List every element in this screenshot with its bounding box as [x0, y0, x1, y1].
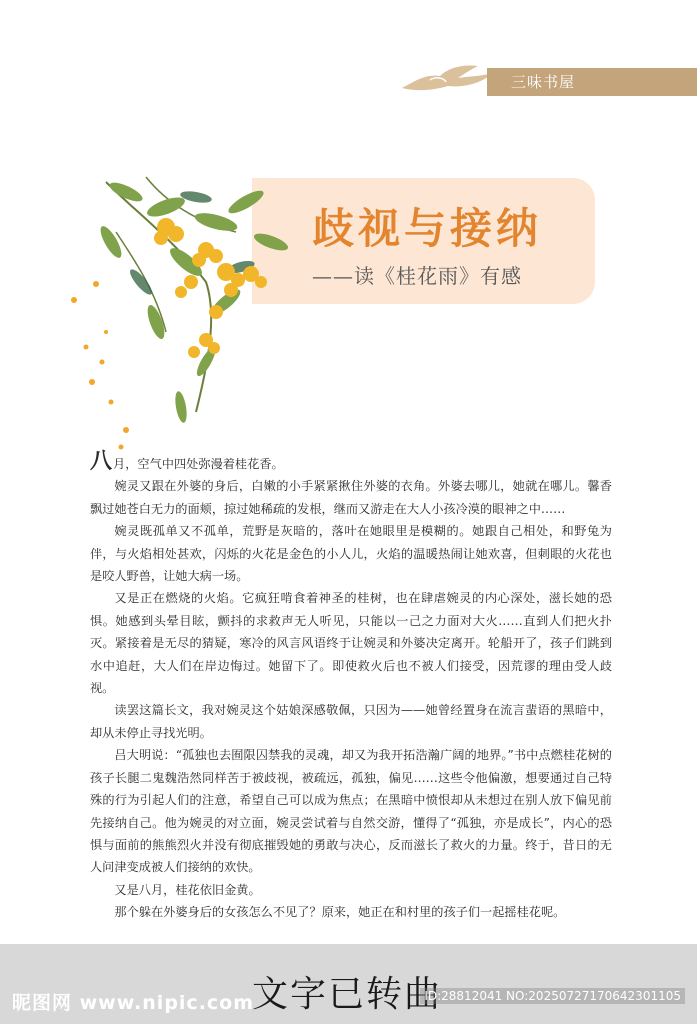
article-paragraph: 那个躲在外婆身后的女孩怎么不见了？原来，她正在和村里的孩子们一起摇桂花呢。: [114, 905, 566, 920]
watermark-text: 文字已转曲: [252, 974, 443, 1015]
section-banner: [487, 68, 697, 96]
section-label: 三味书屋: [511, 73, 576, 91]
page-subtitle: ——读《桂花雨》有感: [312, 264, 522, 288]
watermark-logo: 昵图网 www.nipic.com: [12, 992, 255, 1014]
article-paragraph: 又是正在燃烧的火焰。它疯狂啃食着神圣的桂树，也在肆虐婉灵的内心深处，滋长她的恐惧。她感到头晕目眩，颤抖的求救声无人听见，只能以一己之力面对大火……直到人们把火扑灭。紧接着是无尽的猜疑，寒冷的风言风语终于让婉灵和外婆决定离开。轮船开了，孩子们跳到水中追赶，大人们在岸边悔过。她留下了。即使救火后也不被人们接受，因荒谬的理由受人歧视。: [90, 591, 612, 696]
article-paragraph: 读罢这篇长文，我对婉灵这个姑娘深感敬佩，只因为——她曾经置身在流言蜚语的黑暗中，却从未停止寻找光明。: [90, 703, 612, 740]
article-paragraph: 婉灵既孤单又不孤单，荒野是灰暗的，落叶在她眼里是模糊的。她跟自己相处，和野兔为伴，与火焰相处甚欢，闪烁的火花是金色的小人儿，火焰的温暖热闹让她欢喜，但刺眼的火花也是咬人野兽，让她大病一场。: [90, 524, 612, 584]
article-paragraph: 吕大明说：“孤独也去囿限囚禁我的灵魂，却又为我开拓浩瀚广阔的地界。”书中点燃桂花树的孩子长腿二鬼魏浩然同样苦于被歧视，被疏远，孤独，偏见……这些令他偏激，想要通过自己特殊的行为引起人们的注意，希望自己可以成为焦点；在黑暗中愤恨却从未想过在别人放下偏见前先接纳自己。他为婉灵的对立面，婉灵尝试着与自然交游，懂得了“孤独，亦是成长”，内心的恐惧与面前的熊熊烈火并没有彻底摧毁她的勇敢与决心，反而滋长了救火的力量。终于，昔日的无人问津变成被人们接纳的欢快。: [90, 748, 612, 875]
page-title: 歧视与接纳: [312, 204, 543, 253]
swallow-icon: [400, 58, 496, 98]
osmanthus-flower-illustration: [66, 172, 296, 452]
article-paragraph: 八月，空气中四处弥漫着桂花香。: [90, 448, 284, 474]
dropcap: 八: [90, 448, 113, 474]
article-paragraph: 又是八月，桂花依旧金黄。: [114, 882, 261, 897]
article-body: [90, 448, 612, 924]
watermark-id: ID:28812041 NO:20250727170642301105: [420, 988, 685, 1004]
article-paragraph: 婉灵又跟在外婆的身后，白嫩的小手紧紧揪住外婆的衣角。外婆去哪儿，她就在哪儿。馨香飘过她苍白无力的面颊，掠过她稀疏的发根，继而又游走在大人小孩冷漠的眼神之中……: [90, 479, 612, 516]
